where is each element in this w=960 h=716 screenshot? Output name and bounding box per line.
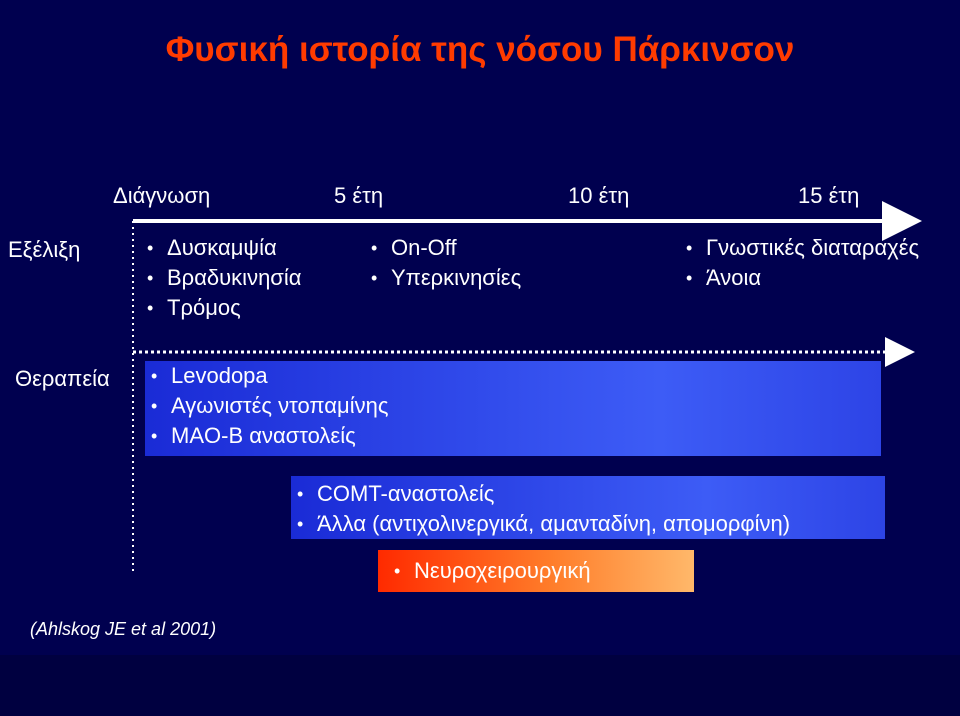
timeline-label-15-years: 15 έτη: [798, 183, 860, 208]
therapy-item: • COMT-αναστολείς: [291, 479, 790, 509]
symptom-item: • Δυσκαμψία: [141, 233, 302, 263]
symptom-item: • Γνωστικές διαταραχές: [680, 233, 919, 263]
symptom-item: • Βραδυκινησία: [141, 263, 302, 293]
progression-row-label: Εξέλιξη: [8, 237, 81, 262]
therapy-bar-early: [145, 361, 881, 456]
therapy-item: • Αγωνιστές ντοπαμίνης: [145, 391, 388, 421]
timeline-label-10-years: 10 έτη: [568, 183, 630, 208]
timeline-label-diagnosis: Διάγνωση: [113, 183, 211, 208]
symptom-item: • Υπερκινησίες: [365, 263, 521, 293]
therapy-item: • Άλλα (αντιχολινεργικά, αμανταδίνη, απομορφίνη): [291, 509, 790, 539]
progression-group-early: [141, 233, 302, 323]
therapy-list-early: [145, 361, 388, 451]
symptom-item: • On-Off: [365, 233, 521, 263]
symptom-item: • Τρόμος: [141, 293, 302, 323]
progression-group-late: [680, 233, 919, 293]
therapy-item: • Levodopa: [145, 361, 388, 391]
therapy-list-surgery: [388, 556, 591, 586]
footer-band: [0, 655, 960, 716]
page-title: Φυσική ιστορία της νόσου Πάρκινσον: [165, 30, 795, 69]
progression-group-mid: [365, 233, 521, 293]
therapy-list-mid: [291, 479, 790, 539]
citation: (Ahlskog JE et al 2001): [30, 619, 217, 639]
therapy-item: • Νευροχειρουργική: [388, 556, 591, 586]
therapy-row-label: Θεραπεία: [15, 366, 110, 391]
timeline-label-5-years: 5 έτη: [334, 183, 384, 208]
symptom-item: • Άνοια: [680, 263, 919, 293]
therapy-item: • MAO-B αναστολείς: [145, 421, 388, 451]
therapy-bar-surgery: [378, 550, 694, 592]
therapy-bar-mid: [291, 476, 885, 539]
